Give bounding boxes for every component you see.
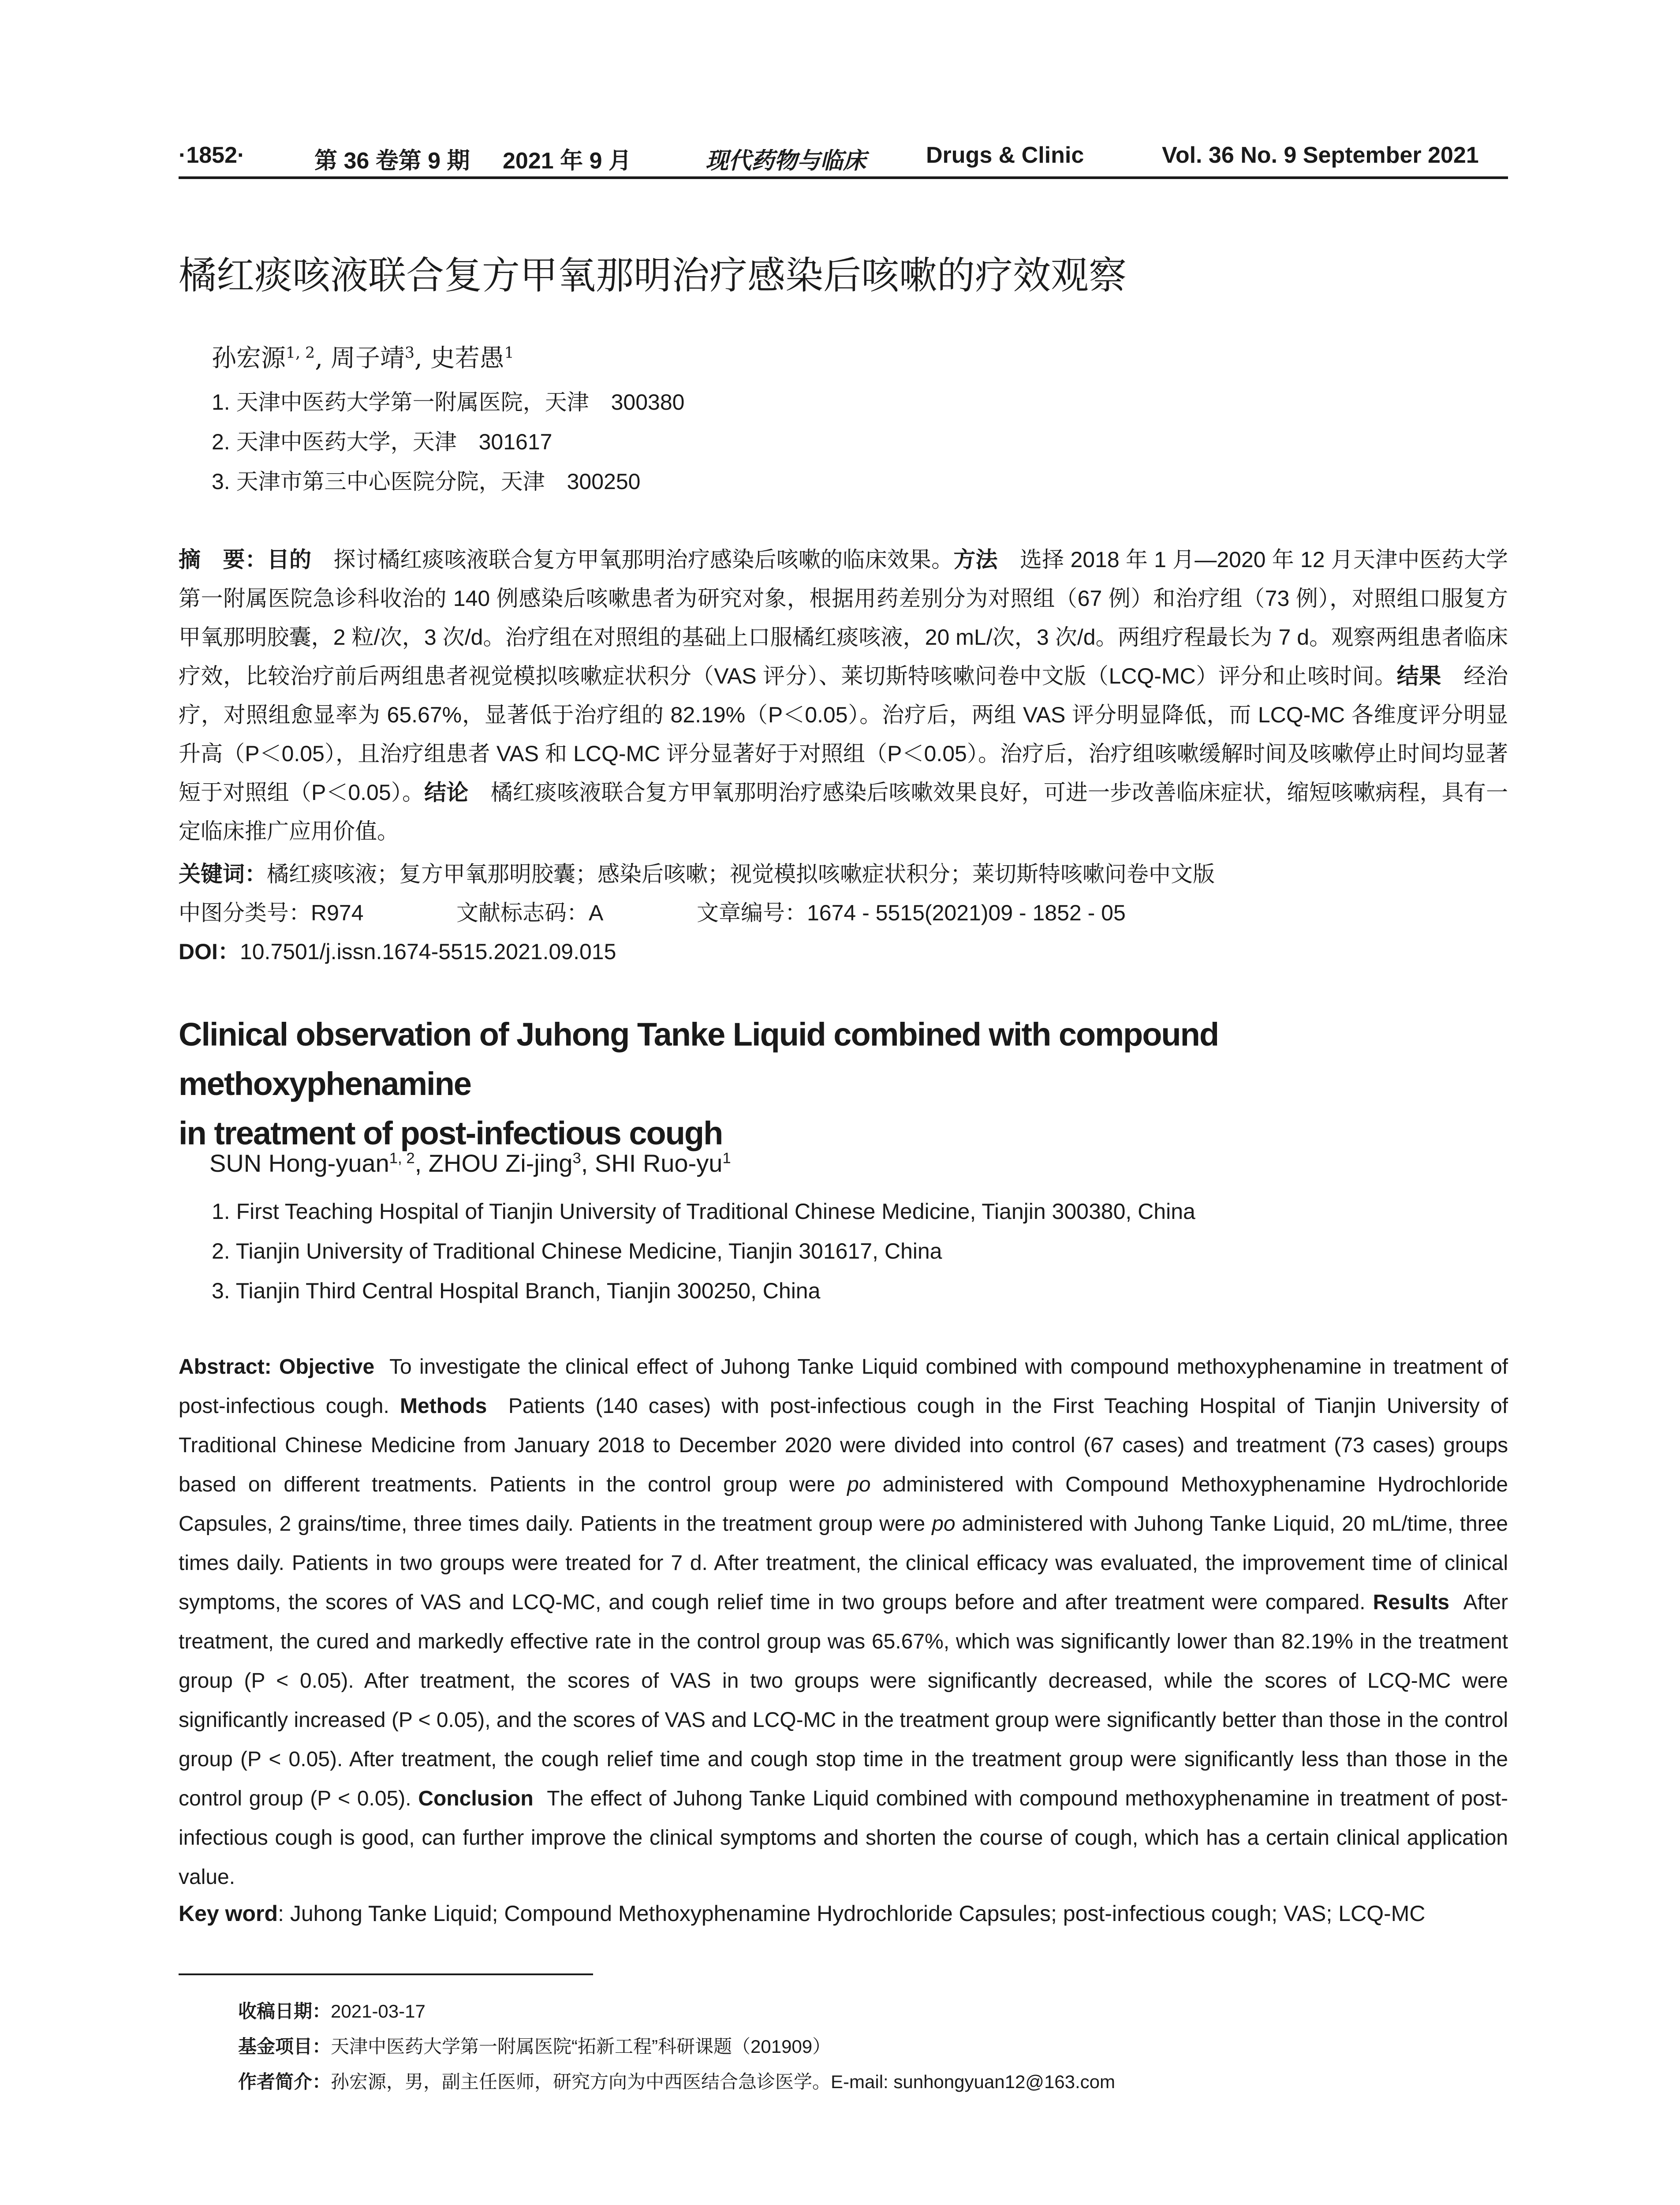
cn-author-name: 孙宏源 [212, 344, 286, 373]
doi-value: 10.7501/j.issn.1674-5515.2021.09.015 [239, 939, 616, 964]
clc-value: R974 [311, 901, 364, 925]
footnote-author-bio [238, 2067, 1115, 2094]
en-methods-b: administered with Compound Methoxyphenamine Hydrochloride Capsules, 2 grains/time, three times daily. Patients in the treatment group were [179, 1473, 1508, 1536]
cn-results-label: 结果 [1396, 664, 1441, 688]
en-authors: SUN Hong-yuan$^{1, 2}$, ZHOU Zi-jing$^3$, SHI Ruo-$yu^1$ [209, 1149, 731, 1177]
doi-label: DOI： [179, 939, 240, 964]
en-title-line-1: Clinical observation of Juhong Tanke Liquid combined with compound methoxyphenamine [179, 1016, 1219, 1102]
cn-objective: 探讨橘红痰咳液联合复方甲氧那明治疗感染后咳嗽的临床效果。 [333, 547, 954, 572]
cn-article-no [697, 895, 1126, 927]
cn-title: 橘红痰咳液联合复方甲氧那明治疗感染后咳嗽的疗效观察 [179, 254, 1127, 297]
en-author-sup: 1, 2 [389, 1150, 415, 1167]
en-affiliation-2: 2. Tianjin University of Traditional Chinese Medicine, Tianjin 301617, China [212, 1239, 942, 1263]
journal-cn: 现代药物与临床 [706, 147, 866, 174]
cn-keywords-label: 关键词： [179, 862, 267, 886]
en-keywords-label: Key word [179, 1901, 278, 1926]
cn-conclusion-label: 结论 [424, 780, 469, 805]
en-abstract-label: Abstract: [179, 1355, 272, 1379]
footnote-text: 2021-03-17 [331, 2001, 426, 2022]
date-cn: 2021 年 9 月 [503, 148, 631, 174]
en-conclusion: The effect of Juhong Tanke Liquid combined with compound methoxyphenamine in treatment of post-infectious cough is good, can further improve the clinical symptoms and shorten the course of cough, which has a certain clinical application value. [179, 1787, 1508, 1889]
cn-author-name: 周子靖 [330, 344, 405, 373]
en-author-sup: 3 [572, 1150, 581, 1167]
cn-author-sup: 1, 2 [286, 344, 315, 362]
cn-keywords-text: 橘红痰咳液；复方甲氧那明胶囊；感染后咳嗽；视觉模拟咳嗽症状积分；莱切斯特咳嗽问卷中文版 [267, 862, 1215, 886]
en-objective-label: Objective [279, 1355, 375, 1379]
en-methods-a: Patients (140 cases) with post-infectious cough in the First Teaching Hospital of Tianjin University of Traditional Chinese Medicine from January 2018 to December 2020 were divided into control (67 cases) and treatment (73 cases) groups based on different treatments. Patients in the control group were [179, 1394, 1508, 1496]
footnote-funding [238, 2032, 831, 2059]
page-number: ·1852· [179, 142, 245, 168]
cn-author-sup: 1 [504, 344, 514, 362]
en-abstract [179, 1347, 1508, 1897]
en-title-line-2: in treatment of post-infectious cough [179, 1115, 723, 1151]
footnote-label: 作者简介： [238, 2071, 331, 2092]
header-rule [179, 176, 1508, 179]
clc-label: 中图分类号： [179, 901, 311, 925]
article-no-value: 1674 - 5515(2021)09 - 1852 - 05 [807, 901, 1126, 925]
article-no-label: 文章编号： [697, 901, 807, 925]
en-keywords-text: : Juhong Tanke Liquid; Compound Methoxyphenamine Hydrochloride Capsules; post-infectious cough; VAS; LCQ-MC [278, 1901, 1426, 1926]
en-affiliation-3: 3. Tianjin Third Central Hospital Branch, Tianjin 300250, China [212, 1278, 821, 1303]
cn-conclusion: 橘红痰咳液联合复方甲氧那明治疗感染后咳嗽效果良好，可进一步改善临床症状，缩短咳嗽病程，具有一定临床推广应用价值。 [179, 780, 1508, 844]
en-affiliation-1: 1. First Teaching Hospital of Tianjin University of Traditional Chinese Medicine, Tianjin 300380, China [212, 1199, 1195, 1224]
en-results: After treatment, the cured and markedly effective rate in the control group was 65.67%, which was significantly lower than 82.19% in the treatment group (P < 0.05). After treatment, the scores of VAS in two groups were significantly decreased, while the scores of LCQ-MC were significantly increased (P < 0.05), and the scores of VAS and LCQ-MC in the treatment group were significantly better than those in the control group (P < 0.05). After treatment, the cough relief time and cough stop time in the treatment group were significantly less than those in the control group (P < 0.05). [179, 1591, 1508, 1810]
en-title [179, 1010, 1508, 1158]
en-conclusion-label: Conclusion [418, 1787, 534, 1810]
en-results-label: Results [1373, 1591, 1449, 1614]
cn-results: 经治疗，对照组愈显率为 65.67%，显著低于治疗组的 82.19%（P＜0.05）。治疗后，两组 VAS 评分明显降低，而 LCQ-MC 各维度评分明显升高（P＜0.05），且治疗组患者 VAS 和 LCQ-MC 评分显著好于对照组（P＜0.05）。治疗后，治疗组咳嗽缓解时间及咳嗽停止时间均显著短于对照组（P＜0.05）。 [179, 664, 1508, 805]
cn-classification [179, 895, 364, 927]
en-objective: To investigate the clinical effect of Juhong Tanke Liquid combined with compound methoxyphenamine in treatment of post-infectious cough. [179, 1355, 1508, 1418]
running-head [179, 142, 1501, 177]
footnote-label: 基金项目： [238, 2036, 331, 2057]
footnote-rule [179, 1973, 593, 1975]
en-methods-label: Methods [400, 1394, 487, 1418]
en-methods-po-1: po [847, 1473, 871, 1496]
cn-author-sup: 3 [404, 344, 414, 362]
cn-methods-label: 方法 [953, 547, 998, 572]
cn-abstract [179, 540, 1508, 851]
issue-en: Vol. 36 No. 9 September 2021 [1162, 142, 1479, 168]
journal-en: Drugs & Clinic [926, 142, 1084, 168]
cn-author-name: 史若愚 [430, 344, 504, 373]
cn-affiliation-1: 1. 天津中医药大学第一附属医院，天津 300380 [212, 390, 685, 415]
cn-doi [179, 934, 616, 966]
issue-cn: 第 36 卷第 9 期 [314, 148, 470, 174]
cn-authors: 孙宏源$^{1, 2}$, 周子靖$^3$, 史若愚$^1$ [212, 344, 514, 373]
cn-affiliation-2: 2. 天津中医药大学，天津 301617 [212, 430, 553, 454]
en-methods-po-2: po [932, 1512, 956, 1536]
cn-methods: 选择 2018 年 1 月—2020 年 12 月天津中医药大学第一附属医院急诊科收治的 140 例感染后咳嗽患者为研究对象，根据用药差别分为对照组（67 例）和治疗组（73 例），对照组口服复方甲氧那明胶囊，2 粒/次，3 次/d。治疗组在对照组的基础上口服橘红痰咳液，20 mL/次，3 次/d。两组疗程最长为 7 d。观察两组患者临床疗效，比较治疗前后两组患者视觉模拟咳嗽症状积分（VAS 评分）、莱切斯特咳嗽问卷中文版（LCQ-MC）评分和止咳时间。 [179, 547, 1508, 688]
footnote-text: 孙宏源，男，副主任医师，研究方向为中西医结合急诊医学。E-mail: sunhongyuan12@163.com [331, 2071, 1116, 2092]
cn-doc-code [456, 895, 603, 927]
footnote-received [238, 1997, 426, 2023]
cn-objective-label: 目的 [267, 547, 312, 572]
footnote-text: 天津中医药大学第一附属医院“拓新工程”科研课题（201909） [331, 2036, 831, 2057]
en-author-name: SHI Ruo-yu [594, 1149, 723, 1177]
doc-code-value: A [589, 901, 604, 925]
cn-keywords [179, 856, 1215, 888]
en-author-sup: 1 [722, 1150, 731, 1167]
cn-abstract-label: 摘 要： [179, 547, 267, 572]
en-author-name: ZHOU Zi-jing [428, 1149, 573, 1177]
en-author-name: SUN Hong-yuan [209, 1149, 389, 1177]
footnote-label: 收稿日期： [238, 2001, 331, 2022]
en-keywords [179, 1901, 1425, 1926]
en-methods-c: administered with Juhong Tanke Liquid, 20 mL/time, three times daily. Patients in two groups were treated for 7 d. After treatment, the clinical efficacy was evaluated, the improvement time of clinical symptoms, the scores of VAS and LCQ-MC, and cough relief time in two groups before and after treatment were compared. [179, 1512, 1508, 1614]
cn-affiliation-3: 3. 天津市第三中心医院分院，天津 300250 [212, 469, 641, 494]
doc-code-label: 文献标志码： [456, 901, 589, 925]
